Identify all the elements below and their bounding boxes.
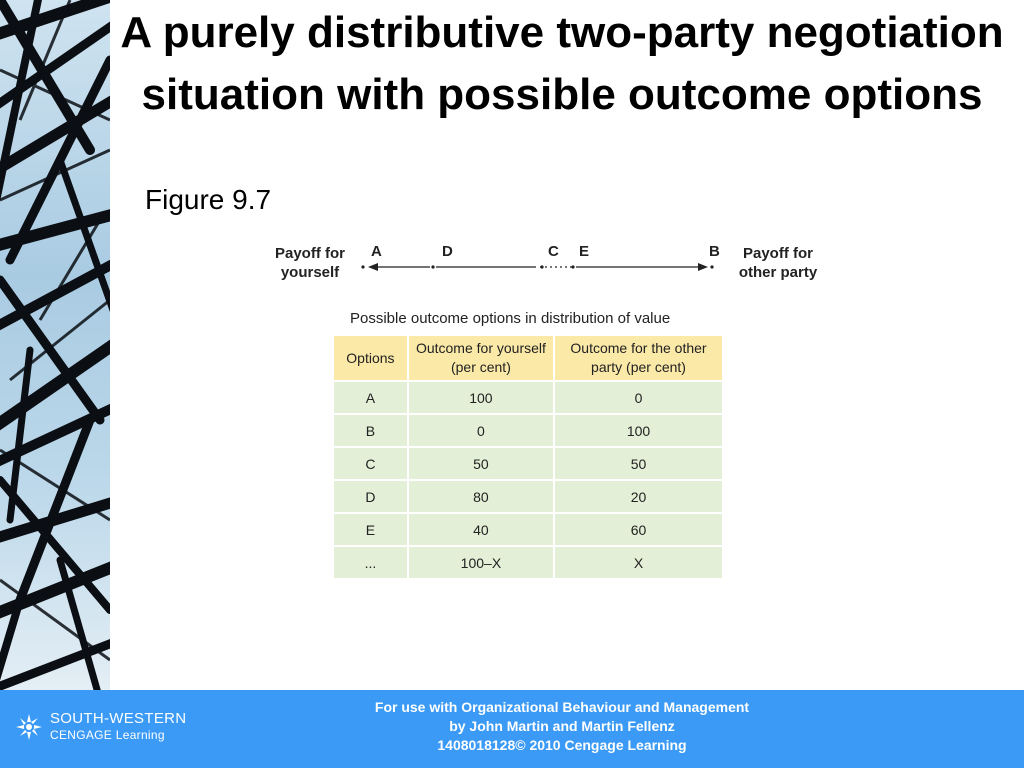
table-header-row [333, 335, 723, 381]
point-a-label: A [371, 243, 382, 260]
yourself-cell: 40 [408, 513, 554, 546]
yourself-cell: 80 [408, 480, 554, 513]
continuum-line [262, 240, 832, 290]
other-party-cell: 60 [554, 513, 723, 546]
other-party-cell: 0 [554, 381, 723, 414]
lattice-graphic [0, 0, 110, 690]
payoff-other-line2: other party [738, 264, 818, 281]
credit-line-3: 1408018128© 2010 Cengage Learning [437, 737, 687, 753]
brand-line-2: CENGAGE Learning [50, 728, 165, 742]
payoff-yourself-line1: Payoff for [274, 245, 345, 262]
decorative-lattice-image [0, 0, 110, 690]
table-row [333, 414, 723, 447]
brand-line-1: SOUTH-WESTERN [50, 710, 187, 727]
other-party-cell: 20 [554, 480, 723, 513]
credit-line-2: by John Martin and Martin Fellenz [449, 718, 675, 734]
option-cell: A [333, 381, 408, 414]
yourself-cell: 100–X [408, 546, 554, 579]
brand-wordmark [50, 710, 186, 744]
option-cell: ... [333, 546, 408, 579]
point-d-label: D [442, 243, 453, 260]
point-c-label: C [548, 243, 559, 260]
outcome-options-table [332, 334, 724, 580]
credit-line-1: For use with Organizational Behaviour and Management [374, 699, 750, 715]
publisher-brand [14, 710, 186, 744]
figure-label: Figure 9.7 [145, 184, 272, 215]
copyright-credit [262, 698, 862, 755]
payoff-other-line1: Payoff for [742, 245, 813, 262]
yourself-cell: 100 [408, 381, 554, 414]
header-options: Options [333, 335, 408, 381]
table-row [333, 546, 723, 579]
option-cell: B [333, 414, 408, 447]
yourself-cell: 50 [408, 447, 554, 480]
table-caption: Possible outcome options in distribution of value [350, 310, 671, 327]
table-row [333, 513, 723, 546]
option-cell: E [333, 513, 408, 546]
point-e-label: E [579, 243, 590, 260]
table-row [333, 381, 723, 414]
other-party-cell: X [554, 546, 723, 579]
payoff-yourself-line2: yourself [280, 264, 340, 281]
table-row [333, 447, 723, 480]
point-b-label: B [709, 243, 720, 260]
header-outcome-other-party: Outcome for the other party (per cent) [554, 335, 723, 381]
header-outcome-yourself: Outcome for yourself (per cent) [408, 335, 554, 381]
other-party-cell: 50 [554, 447, 723, 480]
slide-footer [0, 690, 1024, 768]
other-party-cell: 100 [554, 414, 723, 447]
option-cell: D [333, 480, 408, 513]
yourself-cell: 0 [408, 414, 554, 447]
cengage-star-logo-icon [14, 712, 44, 742]
payoff-continuum-diagram [262, 240, 832, 290]
table-row [333, 480, 723, 513]
slide-title: A purely distributive two-party negotiation situation with possible outcome options [120, 8, 1004, 119]
option-cell: C [333, 447, 408, 480]
